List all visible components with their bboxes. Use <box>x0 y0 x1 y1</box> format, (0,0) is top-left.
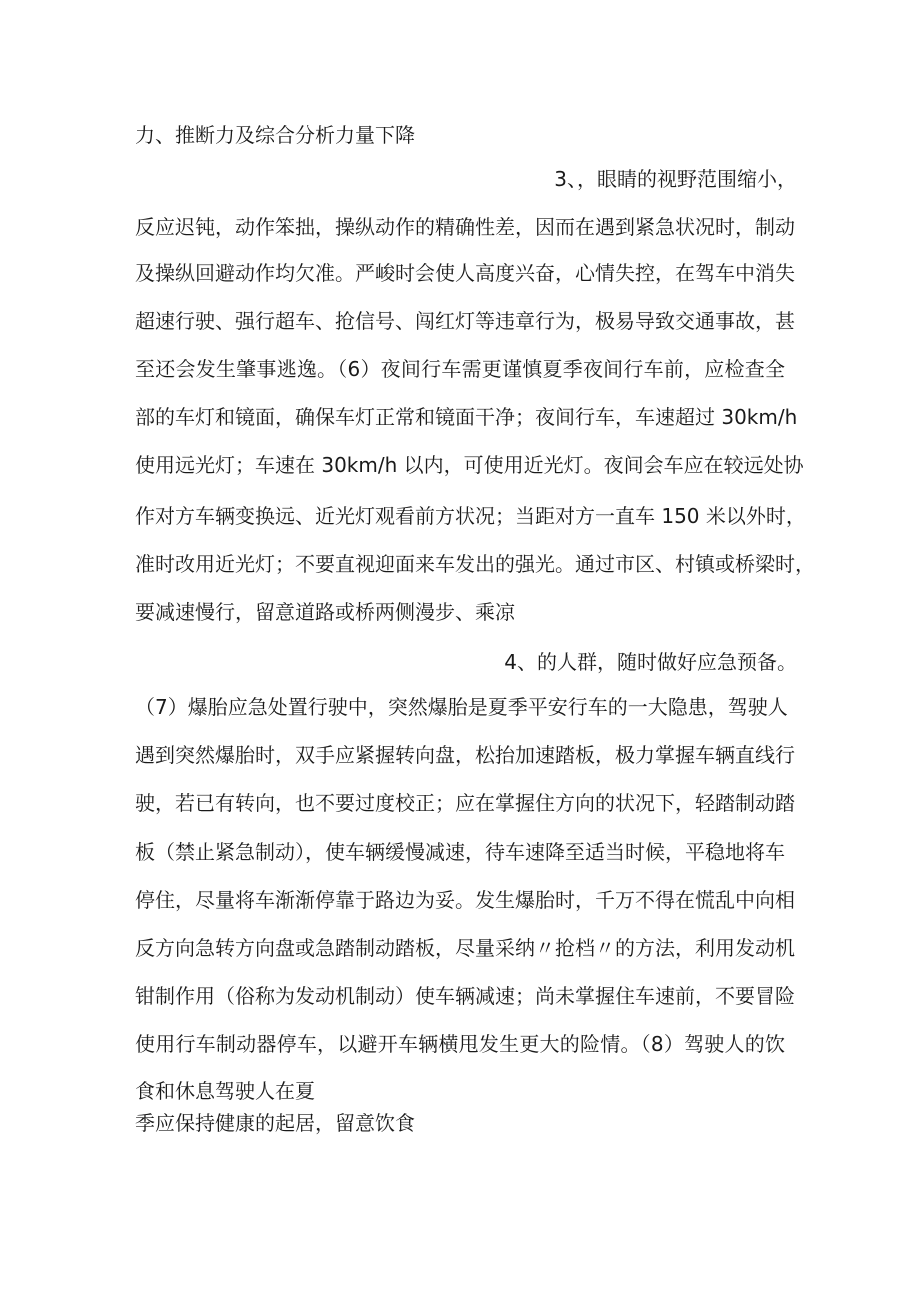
text-line: 使用行车制动器停车，以避开车辆横甩发生更大的险情。（8）驾驶人的饮 <box>135 1032 785 1056</box>
text-line: 部的车灯和镜面，确保车灯正常和镜面干净；夜间行车，车速超过 30km/h <box>135 405 798 429</box>
text-line: 及操纵回避动作均欠准。严峻时会使人高度兴奋，心情失控，在驾车中消失 <box>135 261 795 285</box>
text-line: 作对方车辆变换远、近光灯观看前方状况；当距对方一直车 150 米以外时， <box>135 504 806 528</box>
text-line: （7）爆胎应急处置行驶中，突然爆胎是夏季平安行车的一大隐患，驾驶人 <box>135 695 788 719</box>
text-line: 季应保持健康的起居，留意饮食 <box>135 1111 415 1135</box>
text-line: 超速行驶、强行超车、抢信号、闯红灯等违章行为，极易导致交通事故，甚 <box>135 309 795 333</box>
text-line: 力、推断力及综合分析力量下降 <box>135 123 415 147</box>
text-line: 准时改用近光灯；不要直视迎面来车发出的强光。通过市区、村镇或桥梁时， <box>135 552 815 576</box>
text-line: 遇到突然爆胎时，双手应紧握转向盘，松抬加速踏板，极力掌握车辆直线行 <box>135 743 795 767</box>
text-line: 反应迟钝，动作笨拙，操纵动作的精确性差，因而在遇到紧急状况时，制动 <box>135 215 795 239</box>
text-line: 反方向急转方向盘或急踏制动踏板，尽量采纳〃抢档〃的方法，利用发动机 <box>135 936 795 960</box>
text-line: 使用远光灯；车速在 30km/h 以内，可使用近光灯。夜间会车应在较远处协 <box>135 453 804 477</box>
text-line: 3、，眼睛的视野范围缩小， <box>554 167 797 191</box>
text-line: 食和休息驾驶人在夏 <box>135 1079 315 1103</box>
text-line: 停住，尽量将车渐渐停靠于路边为妥。发生爆胎时，千万不得在慌乱中向相 <box>135 888 795 912</box>
text-line: 板（禁止紧急制动），使车辆缓慢减速，待车速降至适当时候，平稳地将车 <box>135 840 785 864</box>
text-line: 驶，若已有转向，也不要过度校正；应在掌握住方向的状况下，轻踏制动踏 <box>135 791 795 815</box>
text-line: 要减速慢行，留意道路或桥两侧漫步、乘凉 <box>135 600 515 624</box>
text-line: 4、的人群，随时做好应急预备。 <box>504 650 797 674</box>
text-line: 至还会发生肇事逃逸。（6）夜间行车需更谨慎夏季夜间行车前，应检查全 <box>135 357 785 381</box>
text-line: 钳制作用（俗称为发动机制动）使车辆减速；尚未掌握住车速前，不要冒险 <box>135 984 795 1008</box>
